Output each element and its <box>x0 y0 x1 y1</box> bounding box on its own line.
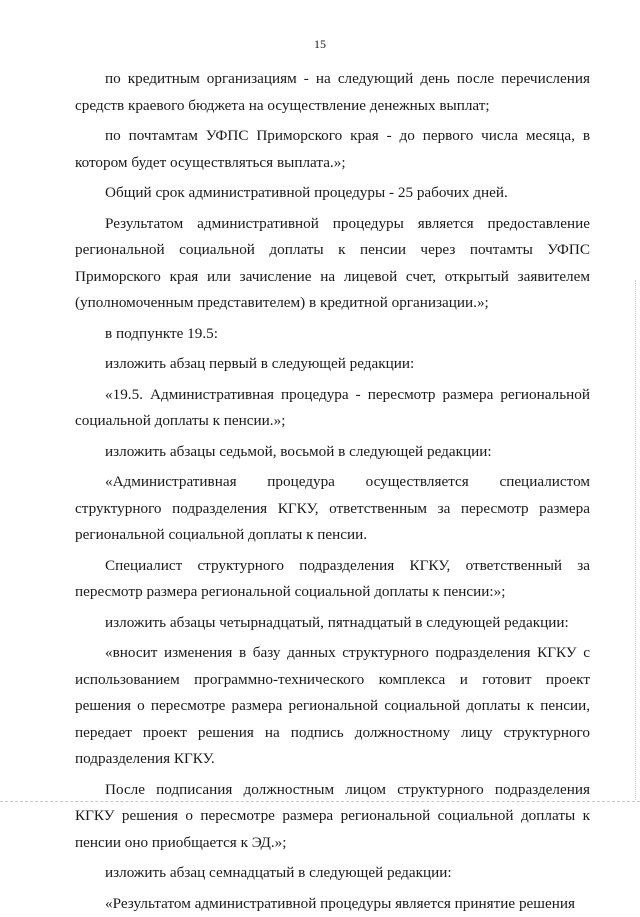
paragraph: Результатом административной процедуры является предоставление региональной социальной доплаты к пенсии через почтамты УФПС Приморского края или зачисление на лицевой счет, открытый заявителем (уполномоченным представителем) в кредитной организации.»; <box>75 211 590 317</box>
scan-fold-line <box>0 801 640 802</box>
paragraph: «Результатом административной процедуры является принятие решения <box>75 891 590 917</box>
paragraph: «19.5. Административная процедура - пересмотр размера региональной социальной доплаты к пенсии.»; <box>75 382 590 435</box>
paragraph: изложить абзац первый в следующей редакции: <box>75 351 590 378</box>
document-body <box>75 66 590 917</box>
paragraph: по кредитным организациям - на следующий день после перечисления средств краевого бюджета на осуществление денежных выплат; <box>75 66 590 119</box>
paragraph: Общий срок административной процедуры - 25 рабочих дней. <box>75 180 590 207</box>
scan-edge-line <box>635 280 636 800</box>
paragraph: «вносит изменения в базу данных структурного подразделения КГКУ с использованием программно-технического комплекса и готовит проект решения о пересмотре размера региональной социальной доплаты к пенсии, передает проект решения на подпись должностному лицу структурного подразделения КГКУ. <box>75 640 590 773</box>
paragraph: изложить абзацы четырнадцатый, пятнадцатый в следующей редакции: <box>75 610 590 637</box>
paragraph: изложить абзац семнадцатый в следующей редакции: <box>75 860 590 887</box>
paragraph: по почтамтам УФПС Приморского края - до первого числа месяца, в котором будет осуществляться выплата.»; <box>75 123 590 176</box>
paragraph: изложить абзацы седьмой, восьмой в следующей редакции: <box>75 439 590 466</box>
paragraph: «Административная процедура осуществляется специалистом структурного подразделения КГКУ, ответственным за пересмотр размера региональной социальной доплаты к пенсии. <box>75 469 590 549</box>
paragraph: После подписания должностным лицом структурного подразделения КГКУ решения о пересмотре размера региональной социальной доплаты к пенсии оно приобщается к ЭД.»; <box>75 777 590 857</box>
paragraph: в подпункте 19.5: <box>75 321 590 348</box>
paragraph: Специалист структурного подразделения КГКУ, ответственный за пересмотр размера региональной социальной доплаты к пенсии:»; <box>75 553 590 606</box>
page-number: 15 <box>0 37 640 52</box>
